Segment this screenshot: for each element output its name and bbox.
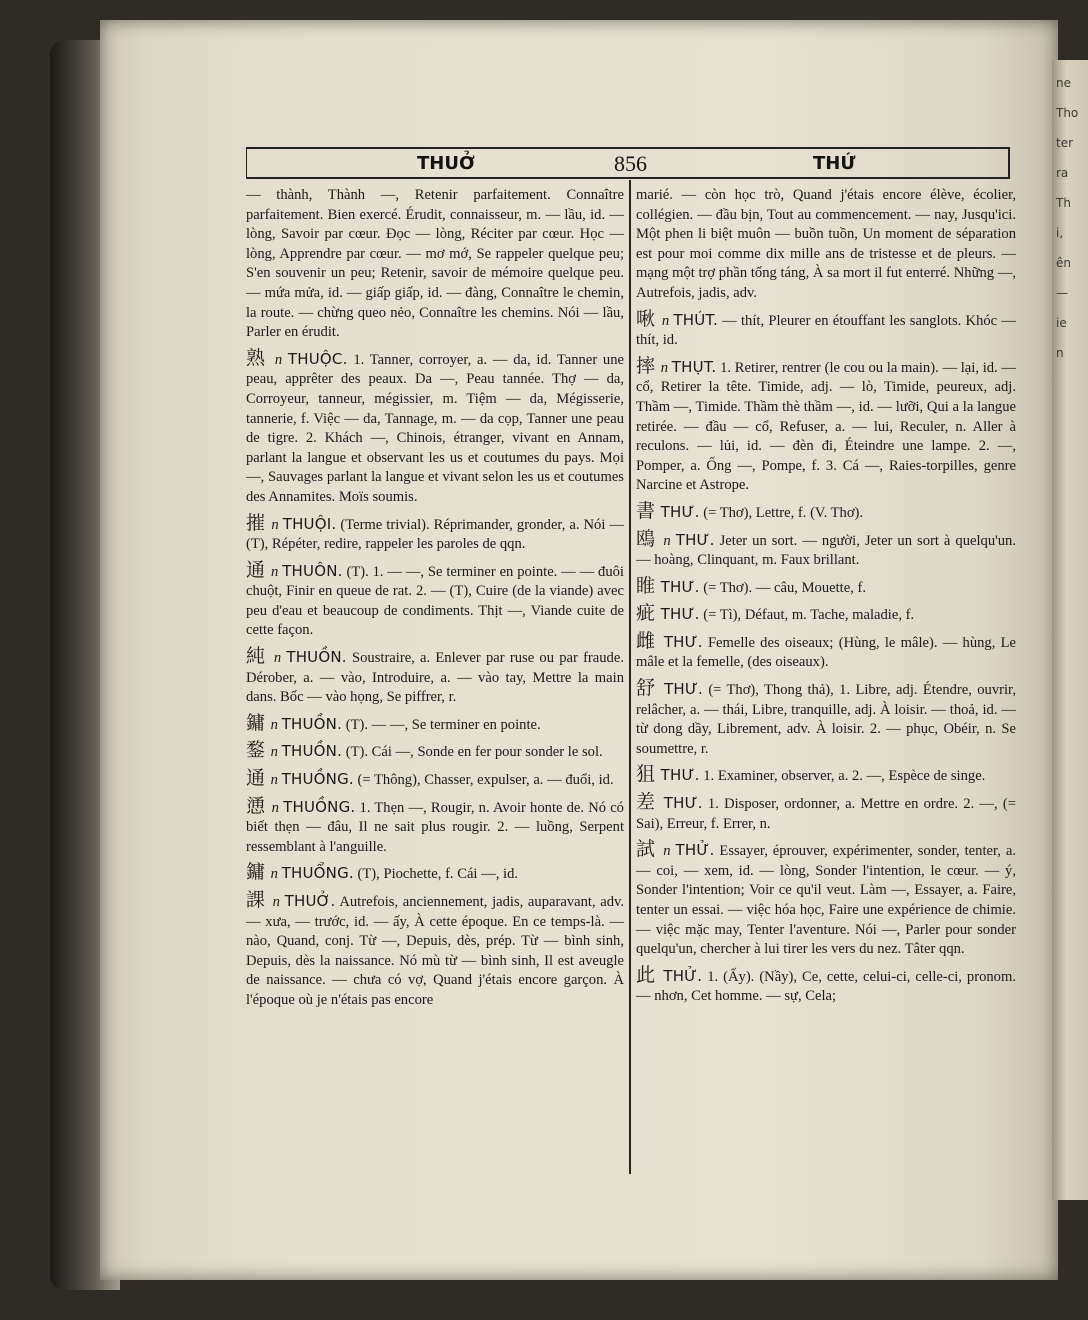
- next-page-fragment: i,: [1056, 226, 1064, 240]
- entry-definition: Essayer, éprouver, expérimenter, sonder, tenter, a. — coi, — xem, id. — lòng, Sonder l'intention, le cœur. — ý, Sonder l'intention; Voir ce qu'il veut. Làm —, Essayer, a. Faire, tenter un essai. — việc hóa học, Faire une expérience de chimie. — việc mặc may, Tenter l'aventure. Nói —, Parler pour sonder quelqu'un, chercher à lui tirer les vers du nez. Tâter qqn.: [636, 843, 1016, 958]
- entry-headword: THUỒN.: [281, 742, 343, 761]
- entry-hanzi: 啾: [636, 307, 656, 330]
- entry-definition: 1. Disposer, ordonner, a. Mettre en ordre. 2. —, (= Sai), Erreur, f. Errer, n.: [636, 796, 1016, 832]
- entry-definition: (= Thơ), Thong thả), 1. Libre, adj. Étendre, ouvrir, relâcher, a. — thái, Libre, tranquille, adj. À loisir. — thoả, id. — từ dong dầy, Librement, adv. À loisir. 2. — phục, Obéir, n. Se soumettre, r.: [636, 682, 1016, 757]
- entry-headword: THƯ.: [660, 766, 700, 785]
- next-page-fragment: —: [1056, 286, 1068, 300]
- next-page-fragment: n: [1056, 346, 1064, 360]
- dictionary-entry: [636, 840, 1016, 960]
- next-page-fragment: Tho: [1056, 106, 1079, 120]
- next-page-fragment: ie: [1056, 316, 1067, 330]
- entry-headword: THUỘC.: [287, 349, 348, 368]
- entry-headword: THƯ.: [660, 605, 700, 624]
- entry-definition: — thít, Pleurer en étouffant les sanglots. Khóc — thít, id.: [636, 312, 1016, 349]
- entry-headword: THUỔNG.: [281, 864, 354, 883]
- entry-hanzi: 摔: [636, 354, 656, 377]
- entry-hanzi: 鴎: [636, 527, 657, 550]
- dictionary-entry: [246, 346, 624, 508]
- entry-headword: THÚT.: [673, 310, 718, 329]
- entry-definition: marié. — còn học trò, Quand j'étais encore élève, écolier, collégien. — đầu bịn, Tout au commencement. — nay, Jusqu'ici. Một phen li biệt muôn — buồn tuồn, Un moment de séparation est pour moi comme dix mille ans de tristesse et de pleurs. — mạng một trợ phần tống táng, À sa mort il fut enterré. Những —, Autrefois, jadis, adv.: [636, 187, 1016, 301]
- entry-headword: THUÔN.: [282, 561, 343, 580]
- next-page-fragment: Th: [1056, 196, 1071, 210]
- dictionary-entry: [636, 574, 1016, 599]
- dictionary-entry: [246, 711, 624, 736]
- entry-hanzi: 差: [636, 791, 657, 814]
- entry-headword: THUỞ.: [284, 892, 336, 910]
- right-column: [636, 186, 1016, 1176]
- entry-pos: n: [663, 532, 671, 549]
- entry-pos: n: [271, 563, 279, 580]
- entry-pos: n: [271, 799, 279, 816]
- dictionary-entry: [636, 765, 1016, 787]
- dictionary-entry: [636, 963, 1016, 1007]
- entry-hanzi: 書: [636, 499, 656, 522]
- left-column: [246, 186, 624, 1176]
- entry-headword: THƯ.: [663, 632, 703, 651]
- next-page-fragment: ter: [1056, 136, 1074, 150]
- entry-pos: n: [270, 716, 278, 733]
- entry-headword: THUỒN.: [286, 648, 347, 667]
- entry-hanzi: 課: [246, 889, 266, 911]
- entry-hanzi: 狙: [636, 763, 656, 786]
- dictionary-entry: [636, 629, 1016, 673]
- entry-hanzi: 鏞: [246, 861, 266, 884]
- entry-headword: THỬ.: [675, 841, 715, 860]
- entry-pos: n: [270, 772, 278, 789]
- dictionary-entry: [636, 527, 1016, 571]
- dictionary-entry: [246, 863, 624, 885]
- dictionary-entry: [636, 604, 1016, 626]
- entry-headword: THƯ.: [660, 577, 700, 596]
- entry-hanzi: 摧: [246, 511, 266, 534]
- entry-pos: n: [663, 843, 671, 860]
- dictionary-entry: [636, 793, 1016, 834]
- header-left-guide-word: THUỞ: [417, 153, 475, 174]
- entry-headword: THỤT.: [671, 357, 717, 376]
- entry-hanzi: 雌: [636, 629, 657, 652]
- entry-definition: (T), Piochette, f. Cái —, id.: [357, 866, 519, 883]
- entry-hanzi: 通: [246, 558, 266, 581]
- entry-hanzi: 純: [246, 645, 267, 668]
- dictionary-entry: [636, 307, 1016, 351]
- entry-headword: THƯ.: [675, 530, 715, 549]
- entry-headword: THUỒNG.: [281, 770, 354, 789]
- entry-headword: THỬ.: [663, 966, 703, 985]
- entry-hanzi: 舒: [636, 677, 657, 700]
- dictionary-entry: [636, 354, 1016, 496]
- entry-definition: Femelle des oiseaux; (Hùng, le mâle). — hùng, Le mâle et la femelle, (des oiseaux).: [636, 634, 1016, 671]
- dictionary-entry: [246, 186, 624, 343]
- entry-headword: THƯ.: [664, 680, 703, 699]
- entry-headword: THƯ.: [663, 794, 703, 813]
- entry-hanzi: 慂: [246, 794, 266, 817]
- entry-definition: (T). 1. — —, Se terminer en pointe. — — đuôi chuột, Finir en queue de rat. 2. — (T), Cuire (de la viande) avec peu d'eau et beaucoup de condiments. Thịt —, Viande cuite de cette façon.: [246, 563, 624, 639]
- entry-definition: Soustraire, a. Enlever par ruse ou par fraude. Dérober, a. — vào, Introduire, a. — vào tay, Mettre la main dans. Bốc — vào họng, Se piffrer, r.: [246, 650, 624, 706]
- entry-hanzi: 鍪: [246, 739, 266, 762]
- dictionary-entry: [246, 647, 624, 708]
- running-header: [246, 147, 1010, 179]
- entry-definition: 1. Examiner, observer, a. 2. —, Espèce de singe.: [703, 768, 986, 785]
- page-number: 856: [614, 151, 647, 176]
- entry-definition: (= Thông), Chasser, expulser, a. — đuổi, id.: [357, 772, 614, 789]
- entry-definition: (T). — —, Se terminer en pointe.: [345, 716, 541, 733]
- entry-definition: (= Tì), Défaut, m. Tache, maladie, f.: [703, 607, 915, 624]
- entry-hanzi: 試: [636, 838, 657, 861]
- entry-definition: (Terme trivial). Réprimander, gronder, a. Nói — (T), Répéter, redire, rappeler les paroles de qqn.: [246, 516, 624, 553]
- entry-definition: Autrefois, anciennement, jadis, auparavant, adv. — xưa, — trước, id. — ấy, À cette époque. En ce temps-là. — nào, Quand, conj. Từ —, Depuis, dès, prép. Từ — bình sinh, Depuis, dès la naissance. Nó mù từ — bình sinh, Il est aveugle de naissance. — chưa có vợ, Quand j'étais encore garçon. À l'époque où je n'étais pas encore: [246, 894, 624, 1008]
- entry-definition: (T). Cái —, Sonde en fer pour sonder le sol.: [345, 744, 603, 761]
- column-divider: [629, 180, 631, 1174]
- entry-pos: n: [272, 894, 280, 910]
- dictionary-entry: [636, 499, 1016, 524]
- entry-definition: (= Thơ). — câu, Mouette, f.: [703, 579, 867, 596]
- entry-definition: 1. Tanner, corroyer, a. — da, id. Tanner une peau, apprêter des peaux. Da —, Peau tannée. Thợ — da, Corroyeur, tanneur, mégissier, m. Tiệm — da, Mégisserie, tannerie, f. Việc — da, Tannage, m. — da cọp, Tanner une peau de tigre. 2. Khách —, Chinois, étranger, vivant en Annam, parlant la langue et observant les us et coutumes du pays. Mọi —, Sauvages parlant la langue et vivant selon les us et coutumes des Annamites. Moïs soumis.: [246, 351, 624, 505]
- dictionary-entry: [636, 679, 1016, 759]
- dictionary-entry: [246, 794, 624, 858]
- entry-definition: Jeter un sort. — người, Jeter un sort à quelqu'un. — hoàng, Clinquant, m. Faux brillant.: [636, 532, 1016, 569]
- entry-pos: n: [661, 312, 670, 329]
- next-page-edge: [1052, 60, 1088, 1200]
- entry-hanzi: 此: [636, 963, 657, 986]
- entry-hanzi: 疵: [636, 602, 656, 625]
- entry-definition: (= Thơ), Lettre, f. (V. Thơ).: [703, 504, 864, 521]
- entry-pos: n: [660, 359, 669, 376]
- entry-pos: n: [273, 650, 282, 667]
- entry-pos: n: [270, 744, 278, 761]
- header-right-guide-word: THỨ: [813, 153, 856, 174]
- dictionary-entry: [246, 511, 624, 555]
- dictionary-entry: [246, 769, 624, 791]
- entry-definition: 1. Retirer, rentrer (le cou ou la main). — lại, id. — cổ, Retirer la tête. Timide, adj. — lò, Timide, peureux, adj. Thầm —, Timide. Thầm thè thầm —, id. — lưỡi, Qui a la langue retirée. — đầu — cổ, Refuser, a. — lui, Reculer, n. Aller à reculons. — lủi, id. — đèn đi, Éteindre une lampe. 2. —, Pomper, a. Ống —, Pompe, f. 3. Cá —, Raies-torpilles, genre Narcine et Astrope.: [636, 359, 1016, 494]
- entry-headword: THUỘI.: [282, 514, 337, 533]
- entry-pos: n: [274, 351, 283, 368]
- dictionary-entry: [636, 186, 1016, 304]
- entry-definition: 1. Thẹn —, Rougir, n. Avoir honte de. Nó có biết thẹn — đâu, Il ne sait plus rougir. 2. — luồng, Serpent ressemblant à l'anguille.: [246, 799, 624, 855]
- dictionary-entry: [246, 558, 624, 641]
- next-page-fragment: ne: [1056, 76, 1071, 90]
- entry-pos: n: [270, 866, 278, 883]
- entry-hanzi: 鏞: [246, 711, 266, 734]
- entry-definition: — thành, Thành —, Retenir parfaitement. Connaître parfaitement. Bien exercé. Érudit, connaisseur, m. — lầu, id. — lòng, Savoir par cœur. Đọc — lòng, Réciter par cœur. Học — lòng, Apprendre par cœur. — mơ mớ, Se rappeler quelque peu; S'en souvenir un peu; Retenir, savoir de mémoire quelque peu. — mứa mửa, id. — giấp giấp, id. — đàng, Connaître le chemin, la route. — chừng queo nẻo, Connaître les chemins. Nói — lầu, Parler en érudit.: [246, 187, 624, 341]
- entry-headword: THUỒN.: [281, 714, 343, 733]
- entry-definition: 1. (Ấy). (Nầy), Ce, cette, celui-ci, celle-ci, pronom. — nhơn, Cet homme. — sự, Cela;: [636, 968, 1016, 1005]
- entry-headword: THUỒNG.: [283, 797, 356, 816]
- entry-headword: THƯ.: [660, 502, 700, 521]
- entry-hanzi: 通: [246, 767, 266, 790]
- next-page-fragment: ra: [1056, 166, 1069, 180]
- entry-hanzi: 熟: [246, 346, 268, 369]
- dictionary-entry: [246, 891, 624, 1011]
- entry-pos: n: [271, 516, 279, 533]
- entry-hanzi: 睢: [636, 574, 656, 597]
- dictionary-entry: [246, 741, 624, 763]
- next-page-fragment: ên: [1056, 256, 1071, 270]
